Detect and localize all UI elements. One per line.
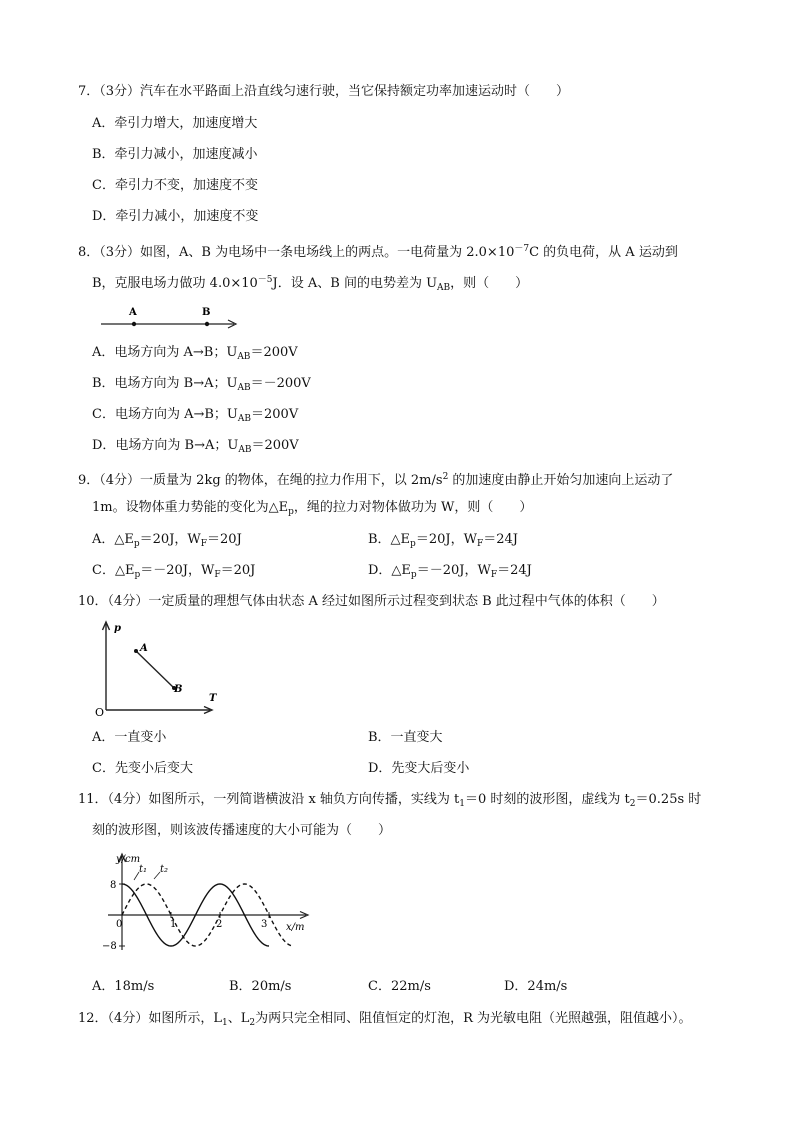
point-b-label: B (202, 307, 211, 318)
q11-option-d: D．24m/s (504, 979, 568, 994)
process-line-ab (136, 651, 174, 688)
state-a-dot (134, 649, 138, 653)
t2-label: t₂ (160, 864, 169, 875)
q8-stem-line1: 8．（3分）如图，A、B 为电场中一条电场线上的两点。一电荷量为 $2.0\times 10^{-7}C$ 的负电荷，从 A 运动到 (78, 244, 678, 260)
q11-option-c: C．22m/s (368, 979, 431, 994)
x-axis-label: x/m (286, 922, 305, 933)
t-axis-label: T (209, 693, 217, 704)
q8-option-c: C．电场方向为 A→B；$U_{AB}=200V$ (92, 407, 299, 424)
x-tick-1-label: 1 (170, 919, 177, 930)
point-a-label: A (129, 307, 137, 318)
q8-option-a: A．电场方向为 A→B；$U_{AB}=200V$ (92, 345, 298, 362)
t1-label: t₁ (139, 864, 148, 875)
y-min-label: −8 (102, 941, 117, 952)
q10-option-d: D．先变大后变小 (368, 761, 470, 776)
y-max-label: 8 (110, 880, 117, 891)
q7-option-c: C．牵引力不变，加速度不变 (92, 178, 258, 193)
q7-stem: 7．（3分）汽车在水平路面上沿直线匀速行驶，当它保持额定功率加速运动时（ ） (78, 84, 570, 99)
q12-stem: 12．（4分）如图所示，$L_1$、$L_2$为两只完全相同、阻值恒定的灯泡，R 为光敏电阻（光照越强，阻值越小）。 (78, 1011, 692, 1028)
q10-option-a: A．一直变小 (92, 730, 167, 745)
q7-option-b: B．牵引力减小，加速度减小 (92, 147, 258, 162)
q10-p-t-graph (92, 618, 222, 720)
q11-stem-line1: 11．（4分）如图所示，一列简谐横波沿 x 轴负方向传播，实线为 $t_1=0$ 时刻的波形图，虚线为 $t_2=0.25s$ 时 (78, 792, 702, 809)
q10-option-b: B．一直变大 (368, 730, 443, 745)
q9-option-b: B．$\triangle E_p=20J$，$W_F=24J$ (368, 532, 518, 549)
p-axis-label: p (114, 623, 121, 634)
x-tick-2-label: 2 (216, 919, 223, 930)
q11-option-a: A．18m/s (92, 979, 155, 994)
q11-option-b: B．20m/s (229, 979, 292, 994)
q7-option-a: A．牵引力增大，加速度增大 (92, 116, 258, 131)
q10-stem: 10．（4分）一定质量的理想气体由状态 A 经过如图所示过程变到状态 B 此过程中气体的体积（ ） (78, 594, 665, 609)
x-tick-3-label: 3 (261, 919, 268, 930)
q8-field-line-figure (98, 300, 248, 332)
state-b-label: B (174, 684, 183, 695)
q9-option-a: A．$\triangle E_p=20J$，$W_F=20J$ (92, 532, 242, 549)
point-b-dot (205, 322, 209, 326)
q10-option-c: C．先变小后变大 (92, 761, 193, 776)
y-axis-label: y/cm (116, 854, 141, 865)
q9-stem-line1: 9．（4分）一质量为 2kg 的物体，在绳的拉力作用下，以 $2m/s^2$ 的加速度由静止开始匀加速向上运动了 (78, 472, 674, 488)
q8-stem-line2: B，克服电场力做功 $4.0\times 10^{-5}J$．设 A、B 间的电势差为 $U_{AB}$，则（ ） (92, 275, 529, 293)
q9-stem-line2: 1m。设物体重力势能的变化为$\triangle E_p$，绳的拉力对物体做功为 W，则（ ） (92, 500, 533, 517)
origin-label: O (95, 706, 105, 719)
q8-option-d: D．电场方向为 B→A；$U_{AB}=200V$ (92, 438, 299, 455)
q9-option-c: C．$\triangle E_p=-20J$，$W_F=20J$ (92, 563, 256, 580)
x-origin-label: 0 (116, 919, 123, 930)
q11-stem-line2: 刻的波形图，则该波传播速度的大小可能为（ ） (92, 823, 392, 838)
q8-option-b: B．电场方向为 B→A；$U_{AB}=-200V$ (92, 376, 311, 393)
state-a-label: A (140, 643, 148, 654)
q9-option-d: D．$\triangle E_p=-20J$，$W_F=24J$ (368, 563, 532, 580)
q11-wave-graph (98, 850, 318, 958)
q7-option-d: D．牵引力减小，加速度不变 (92, 209, 259, 224)
point-a-dot (132, 322, 136, 326)
